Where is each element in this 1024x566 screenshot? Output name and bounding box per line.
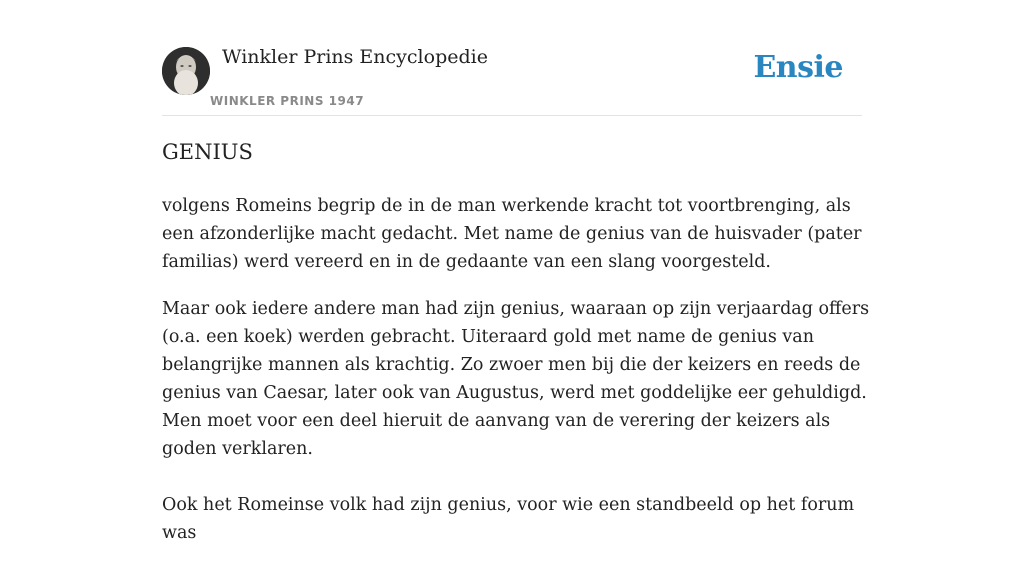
article-paragraph: volgens Romeins begrip de in de man werkende kracht tot voortbrenging, als een afzonderlijke macht gedacht. Met name de genius van de huisvader (pater familias) werd vereerd en in de gedaante van een slang voorgesteld. (162, 196, 862, 272)
portrait-image (162, 47, 210, 95)
article-paragraph: Maar ook iedere andere man had zijn genius, waaraan op zijn verjaardag offers (o.a. een koek) werden gebracht. Uiteraard gold met name de genius van belangrijke mannen als krachtig. Zo zwoer men bij die der keizers en reeds de genius van Caesar, later ook van Augustus, werd met goddelijke eer gehuldigd. Men moet voor een deel hieruit de aanvang van de verering der keizers als goden verklaren. (162, 299, 870, 459)
article-paragraph: Ook het Romeinse volk had zijn genius, voor wie een standbeeld op het forum was (162, 495, 855, 543)
article-body (162, 192, 872, 566)
header (162, 0, 862, 116)
brand-logo[interactable]: Ensie (753, 50, 843, 85)
article-term: GENIUS (162, 140, 253, 164)
site-title[interactable]: Winkler Prins Encyclopedie (222, 46, 488, 68)
page-container (162, 0, 870, 543)
source-label[interactable]: WINKLER PRINS 1947 (210, 94, 365, 108)
avatar[interactable] (162, 47, 210, 95)
